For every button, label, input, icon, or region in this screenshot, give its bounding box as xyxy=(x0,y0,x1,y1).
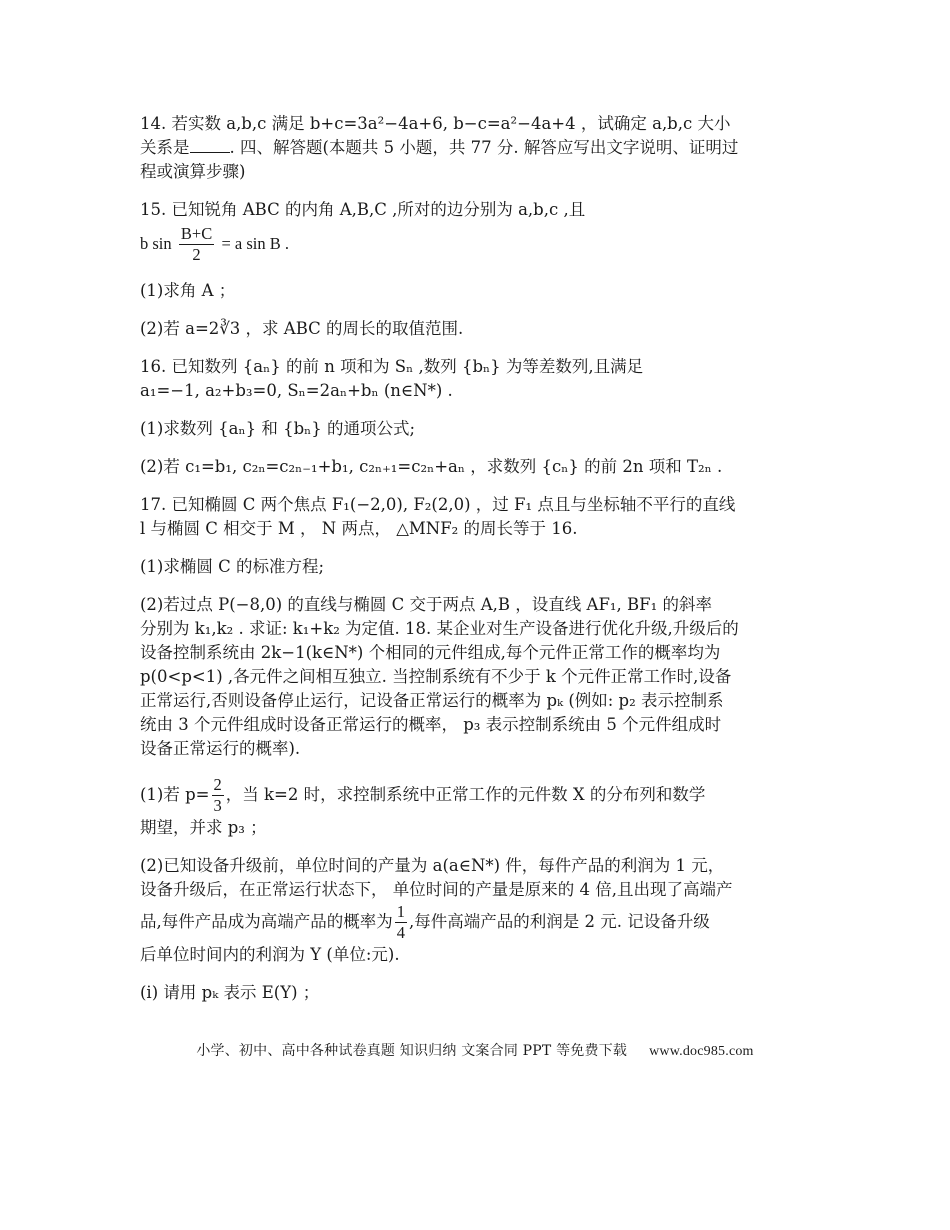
q14-line-2: 关系是 . 四、解答题(本题共 5 小题，共 77 分. 解答应写出文字说明、证明过 xyxy=(140,138,739,157)
q17-intro-line-1: 17. 已知椭圆 C 两个焦点 F₁(−2,0), F₂(2,0) ，过 F₁ 点且与坐标轴不平行的直线 xyxy=(140,495,736,514)
text-line: (2)若过点 P(−8,0) 的直线与椭圆 C 交于两点 A,B ，设直线 AF₁, BF₁ 的斜率 xyxy=(140,595,712,614)
q16-intro-line-1: 16. 已知数列 {aₙ} 的前 n 项和为 Sₙ ,数列 {bₙ} 为等差数列,且满足 xyxy=(140,357,644,376)
answer-blank xyxy=(190,136,230,153)
text-line: 设备正常运行的概率). xyxy=(140,739,301,758)
q15-part-2: (2)若 a=2∛3 ，求 ABC 的周长的取值范围. xyxy=(140,319,464,338)
q15-intro-line-2: b sin $\frac{B+C}{2}$ = a sin B . xyxy=(140,224,289,264)
q16-part-2: (2)若 c₁=b₁, c₂ₙ=c₂ₙ₋₁+b₁, c₂ₙ₊₁=c₂ₙ+aₙ ，求数列 {cₙ} 的前 2n 项和 T₂ₙ . xyxy=(140,457,723,476)
q14-line-3: 程或演算步骤) xyxy=(140,162,246,181)
q17-part-1: (1)求椭圆 C 的标准方程; xyxy=(140,557,325,576)
q18-part-2-line-3: 品,每件产品成为高端产品的概率为 $\frac{1}{4}$ ,每件高端产品的利润是 2 元. 记设备升级 xyxy=(140,902,710,942)
text-line: 后单位时间内的利润为 Y (单位:元). xyxy=(140,945,400,964)
text-line: 设备升级后，在正常运行状态下， 单位时间的产量是原来的 4 倍,且出现了高端产 xyxy=(140,880,733,899)
q18-part-1-line-2: 期望，并求 p₃ ； xyxy=(140,818,267,837)
q15-intro-line-1: 15. 已知锐角 ABC 的内角 A,B,C ,所对的边分别为 a,b,c ,且 xyxy=(140,200,586,219)
text-line: (2)已知设备升级前，单位时间的产量为 a(a∈N*) 件，每件产品的利润为 1 元， xyxy=(140,856,725,875)
q18-part-1 xyxy=(140,775,820,840)
q17-intro-line-2: l 与椭圆 C 相交于 M ， N 两点， △MNF₂ 的周长等于 16. xyxy=(140,519,578,538)
question-17 xyxy=(140,493,820,541)
fraction-1-over-4: $\frac{1}{4}$ xyxy=(396,902,405,942)
fraction-b-plus-c-over-2: $\frac{B+C}{2}$ xyxy=(180,224,213,264)
text-line: 分别为 k₁,k₂ . 求证: k₁+k₂ 为定值. 18. 某企业对生产设备进行优化升级,升级后的 xyxy=(140,619,739,638)
q18-part-2 xyxy=(140,854,820,967)
q16-part-1: (1)求数列 {aₙ} 和 {bₙ} 的通项公式; xyxy=(140,419,416,438)
question-14 xyxy=(140,112,820,184)
q14-line-1: 14. 若实数 a,b,c 满足 b+c=3a²−4a+6, b−c=a²−4a+4 ，试确定 a,b,c 大小 xyxy=(140,114,731,133)
q18-part-1-line-1: (1)若 p= $\frac{2}{3}$ ，当 k=2 时，求控制系统中正常工作的元件数 X 的分布列和数学 xyxy=(140,775,706,815)
q15-part-1: (1)求角 A ； xyxy=(140,281,236,300)
question-15 xyxy=(140,198,820,265)
q16-intro-line-2: a₁=−1, a₂+b₃=0, Sₙ=2aₙ+bₙ (n∈N*) . xyxy=(140,381,453,400)
question-16 xyxy=(140,355,820,403)
footer-url[interactable]: www.doc985.com xyxy=(649,1044,754,1059)
text-line: 正常运行,否则设备停止运行，记设备正常运行的概率为 pₖ (例如: p₂ 表示控制系 xyxy=(140,691,724,710)
page-footer xyxy=(0,1040,950,1060)
text-line: p(0<p<1) ,各元件之间相互独立. 当控制系统有不少于 k 个元件正常工作时,设备 xyxy=(140,667,732,686)
footer-text: 小学、初中、高中各种试卷真题 知识归纳 文案合同 PPT 等免费下载 xyxy=(196,1043,628,1059)
fraction-2-over-3: $\frac{2}{3}$ xyxy=(213,775,222,815)
exam-page xyxy=(140,112,820,1019)
text-line: 统由 3 个元件组成时设备正常运行的概率， p₃ 表示控制系统由 5 个元件组成时 xyxy=(140,715,722,734)
q17-part-2-and-q18-stem xyxy=(140,593,820,761)
text-line: 设备控制系统由 2k−1(k∈N*) 个相同的元件组成,每个元件正常工作的概率均为 xyxy=(140,643,721,662)
q18-sub-i: (i) 请用 pₖ 表示 E(Y) ； xyxy=(140,983,320,1002)
